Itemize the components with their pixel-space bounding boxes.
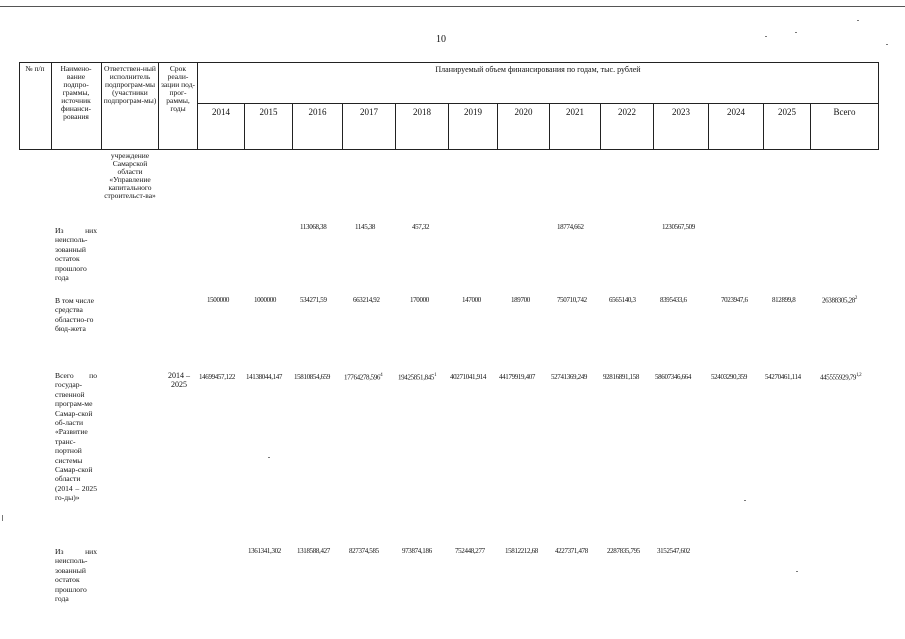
cell-r3-2022: 92816891,158 xyxy=(603,373,640,381)
header-col-number: № п/п xyxy=(25,64,45,73)
cell-r2-2015: 1000000 xyxy=(254,296,277,304)
cell-r3-2019: 40271041,914 xyxy=(450,373,487,381)
cell-r3-2023: 58607346,664 xyxy=(655,373,692,381)
cell-r1-2023: 1230567,509 xyxy=(662,223,695,231)
cell-r4-2018: 973874,186 xyxy=(402,547,432,555)
cell-r3-2024: 52403290,359 xyxy=(711,373,748,381)
year-header-2021: 2021 xyxy=(566,107,584,117)
scan-speck xyxy=(795,32,797,33)
cell-r2-2025: 812899,8 xyxy=(772,296,796,304)
cell-r3-2021: 52741369,249 xyxy=(551,373,588,381)
cell-r4-2022: 2287835,795 xyxy=(607,547,640,555)
scan-speck xyxy=(2,515,3,521)
cell-r3-2025: 54270461,114 xyxy=(765,373,801,381)
cell-r2-2020: 189700 xyxy=(511,296,530,304)
year-header-2016: 2016 xyxy=(308,107,327,117)
cell-r2-2014: 1500000 xyxy=(207,296,230,304)
cell-r3-total: 445555929,79$^{1,2}$ xyxy=(820,373,862,382)
scan-speck xyxy=(796,571,798,572)
cell-r1-2017: 1145,38 xyxy=(355,223,376,231)
row-label-unused-balance-2: Из них неисполь-зованный остаток прошлого года xyxy=(55,547,97,604)
scan-speck xyxy=(744,500,746,501)
cell-r4-2019: 752448,277 xyxy=(455,547,485,555)
year-header-2022: 2022 xyxy=(618,107,636,117)
cell-r2-2016: 534271,59 xyxy=(300,296,327,304)
cell-r3-2020: 44179919,407 xyxy=(499,373,536,381)
cell-r4-2021: 4227371,478 xyxy=(555,547,588,555)
cell-r2-2018: 170000 xyxy=(410,296,429,304)
header-col-responsible: Ответствен-ный исполнитель подпрограм-мы (участники подпрограм-мы) xyxy=(103,64,157,105)
cell-r2-2019: 147000 xyxy=(462,296,481,304)
year-header-2015: 2015 xyxy=(259,107,278,117)
year-header-2014: 2014 xyxy=(212,107,230,117)
year-header-2019: 2019 xyxy=(464,107,482,117)
year-header-2025: 2025 xyxy=(778,107,796,117)
cell-r3-2018: 19425851,845$^1$ xyxy=(398,373,437,382)
cell-r2-2017: 663214,92 xyxy=(353,296,380,304)
cell-r2-2023: 8395433,6 xyxy=(660,296,687,304)
cell-r3-2017: 17764278,596$^4$ xyxy=(344,373,383,382)
cell-r3-2016: 15810854,659 xyxy=(294,373,331,381)
header-col-term: Срок реали-зации под-прог-раммы, годы xyxy=(160,64,196,113)
row-label-regional-budget: В том числе средства областно-го бюд-жета xyxy=(55,296,94,334)
cell-r1-2016: 113068,38 xyxy=(300,223,327,231)
year-header-total: Всего xyxy=(833,107,856,117)
year-header-2020: 2020 xyxy=(514,107,533,117)
row-responsible-continuation: учреждение Самарской области «Управление капитального строительст-ва» xyxy=(104,151,156,200)
row-label-state-program-total: Всего по государ-ственной програм-ме Самар-ской об-ласти «Развитие транс-портной системы Самар-ской области (2014 – 2025 го-ды)» xyxy=(55,371,97,503)
cell-r4-2015: 1361341,302 xyxy=(248,547,281,555)
year-header-2023: 2023 xyxy=(672,107,690,117)
cell-r1-2018: 457,32 xyxy=(412,223,430,231)
cell-r2-2022: 6565140,3 xyxy=(609,296,636,304)
cell-r4-2023: 3152547,602 xyxy=(657,547,690,555)
cell-r3-2015: 14138044,147 xyxy=(246,373,283,381)
cell-r2-2024: 7023947,6 xyxy=(721,296,748,304)
year-header-2018: 2018 xyxy=(413,107,431,117)
scan-speck xyxy=(857,20,859,21)
year-header-2017: 2017 xyxy=(360,107,378,117)
row-label-unused-balance-1: Из них неисполь-зованный остаток прошлого года xyxy=(55,226,97,283)
scan-speck xyxy=(765,36,767,37)
cell-r3-term: 2014 – 2025 xyxy=(168,371,190,390)
cell-r3-2014: 14699457,122 xyxy=(199,373,236,381)
year-header-2024: 2024 xyxy=(727,107,745,117)
page-number: 10 xyxy=(436,34,446,45)
header-col-planned-funding: Планируемый объем финансирования по годам, тыс. рублей xyxy=(435,65,641,74)
cell-r2-total: 26388305,28$^2$ xyxy=(822,296,858,305)
cell-r1-2021: 18774,662 xyxy=(557,223,584,231)
header-col-name: Наимено-вание подпро-граммы, источник финанси-рования xyxy=(60,64,92,121)
cell-r4-2016: 1318588,427 xyxy=(297,547,330,555)
scan-speck xyxy=(886,44,888,45)
scan-speck xyxy=(268,457,270,458)
cell-r4-2020: 15812212,68 xyxy=(505,547,538,555)
cell-r2-2021: 750710,742 xyxy=(557,296,587,304)
cell-r4-2017: 827374,585 xyxy=(349,547,379,555)
